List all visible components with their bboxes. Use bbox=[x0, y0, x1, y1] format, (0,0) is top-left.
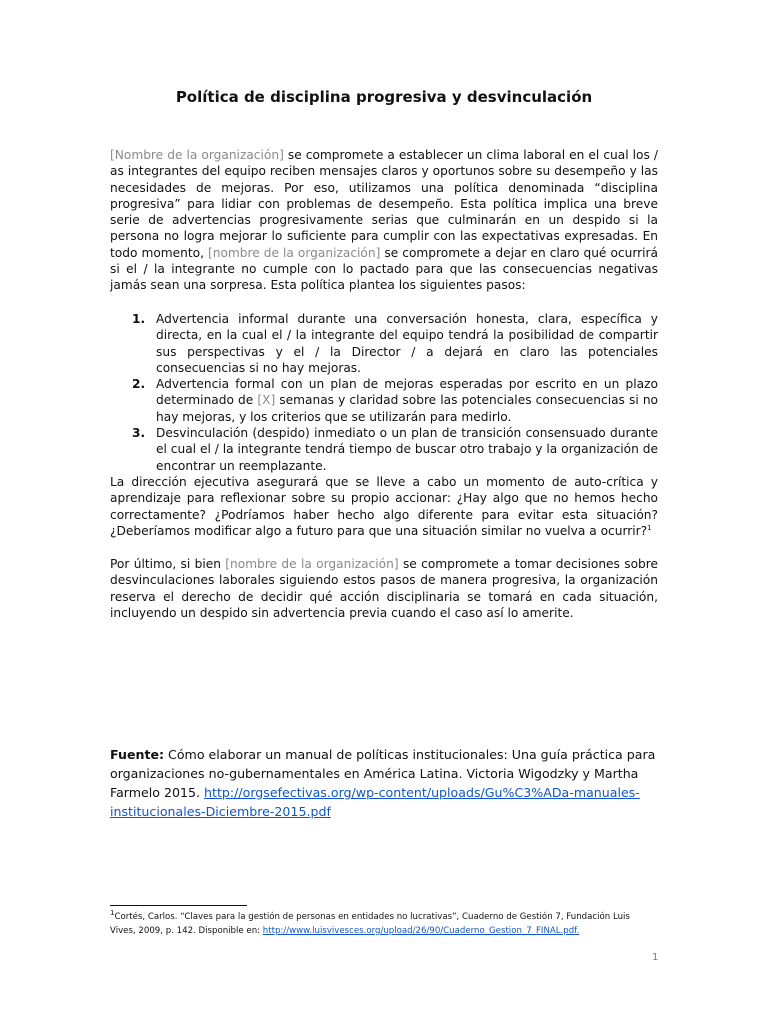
list-item bbox=[110, 311, 658, 376]
source-link[interactable]: http://orgsefectivas.org/wp-content/uploads/Gu%C3%ADa-manuales-institucionales-Diciembre-2015.pdf bbox=[110, 785, 640, 819]
closing-text-part-2: se compromete a tomar decisiones sobre desvinculaciones laborales siguiendo estos pasos de manera progresiva, la organización reserva el derecho de decidir qué acción disciplinaria se tomará en cada situación, incluyendo un despido sin advertencia previa cuando el caso así lo amerite. bbox=[110, 557, 659, 620]
source-citation bbox=[110, 745, 658, 821]
steps-list bbox=[110, 311, 658, 474]
footnote bbox=[110, 910, 658, 938]
list-item bbox=[110, 376, 658, 425]
list-item-number: 2. bbox=[132, 377, 146, 392]
list-item-text bbox=[156, 377, 658, 424]
footnote-reference: 1 bbox=[647, 523, 652, 532]
page-number: 1 bbox=[652, 952, 659, 963]
intro-text-part-2: se compromete a dejar en claro qué ocurrirá si el / la integrante no cumple con lo pactado para que las consecuencias negativas jamás sean una sorpresa. Esta política plantea los siguientes pasos: bbox=[110, 245, 658, 293]
weeks-placeholder: [X] bbox=[257, 393, 276, 408]
list-item bbox=[110, 425, 658, 474]
footnote-link[interactable]: http://www.luisvivesces.org/upload/26/90/Cuaderno_Gestion_7_FINAL.pdf. bbox=[262, 926, 580, 936]
list-item-text-part-1: Advertencia formal con un plan de mejoras esperadas por escrito en un plazo determinado de bbox=[156, 377, 658, 408]
list-item-text-part-2: semanas y claridad sobre las potenciales consecuencias si no hay mejoras, y los criterios que se utilizarán para medirlo. bbox=[156, 393, 658, 424]
list-item-number: 3. bbox=[132, 426, 146, 441]
closing-paragraph bbox=[110, 556, 658, 621]
source-label: Fuente: bbox=[110, 747, 165, 762]
self-critique-paragraph bbox=[110, 474, 658, 539]
footnote-separator bbox=[110, 905, 247, 906]
organization-name-placeholder: [nombre de la organización] bbox=[225, 557, 399, 571]
intro-text-part-1: se compromete a establecer un clima laboral en el cual los / as integrantes del equipo reciben mensajes claros y oportunos sobre su desempeño y las necesidades de mejoras. Por eso, utilizamos una política denominada “disciplina progresiva” para lidiar con problemas de desempeño. Esta política implica una breve serie de advertencias progresivamente serias que culminarán en un despido si la persona no logra mejorar lo suficiente para cumplir con las expectativas expresadas. En todo momento, bbox=[110, 148, 658, 260]
intro-paragraph bbox=[110, 147, 658, 294]
list-item-text: Desvinculación (despido) inmediato o un plan de transición consensuado durante el cual el / la integrante tendrá tiempo de buscar otro trabajo y la organización de encontrar un reemplazante. bbox=[156, 426, 658, 473]
organization-name-placeholder: [Nombre de la organización] bbox=[110, 148, 284, 162]
closing-text-part-1: Por último, si bien bbox=[110, 557, 226, 571]
list-item-text: Advertencia informal durante una conversación honesta, clara, específica y directa, en la cual el / la integrante del equipo tendrá la posibilidad de compartir sus perspectivas y el / la Director / a dejará en claro las potenciales consecuencias si no hay mejoras. bbox=[156, 312, 658, 375]
list-item-number: 1. bbox=[132, 312, 146, 326]
document-title: Política de disciplina progresiva y desvinculación bbox=[175, 88, 593, 106]
footnote-text: Cortés, Carlos. “Claves para la gestión de personas en entidades no lucrativas”, Cuaderno de Gestión 7, Fundación Luis Vives, 2009, p. 142. Disponible en: bbox=[110, 912, 630, 936]
organization-name-placeholder: [nombre de la organización] bbox=[208, 245, 381, 260]
source-text: Cómo elaborar un manual de políticas institucionales: Una guía práctica para organizaciones no-gubernamentales en América Latina. Victoria Wigodzky y Martha Farmelo 2015. bbox=[110, 747, 656, 800]
self-critique-text: La dirección ejecutiva asegurará que se lleve a cabo un momento de auto-crítica y aprendizaje para reflexionar sobre su propio accionar: ¿Hay algo que no hemos hecho correctamente? ¿Podríamos haber hecho algo diferente para evitar esta situación? ¿Deberíamos modificar algo a futuro para que una situación similar no vuelva a ocurrir? bbox=[110, 475, 658, 538]
footnote-number: 1 bbox=[110, 909, 115, 918]
